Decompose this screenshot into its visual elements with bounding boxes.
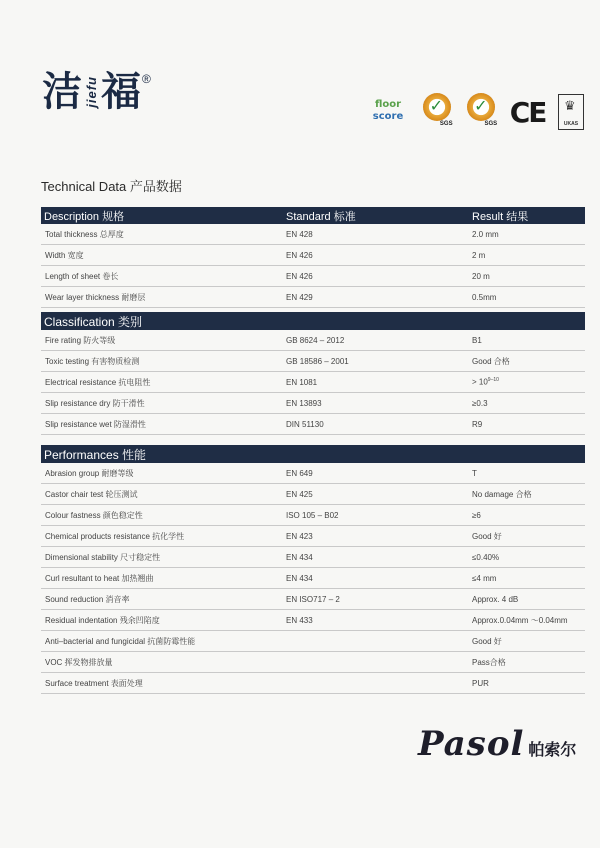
registered-mark: ® [142, 72, 151, 86]
sgs-check-icon [423, 93, 451, 121]
table-row: Residual indentation 残余凹陷度 EN 433 Approx.0.04mm ～0.04mm [41, 610, 585, 631]
certification-logos [368, 92, 584, 132]
brand-name-zh: 帕索尔 [528, 742, 577, 759]
table-row: Width 宽度 EN 426 2 m [41, 245, 585, 266]
table-row: Fire rating 防火等级 GB 8624 – 2012 B1 [41, 330, 585, 351]
table-row: Anti–bacterial and fungicidal 抗菌防霉性能 Good 好 [41, 631, 585, 652]
classification-header: Classification 类别 [41, 312, 585, 330]
table-row: Surface treatment 表面处理 PUR [41, 673, 585, 694]
table-row: Electrical resistance 抗电阻性 EN 1081 > $10^{9-10}$ [41, 372, 585, 393]
table-row: Slip resistance dry 防干滑性 EN 13893 ≥0.3 [41, 393, 585, 414]
logo-pinyin: jiefu [84, 76, 99, 108]
table-row: Abrasion group 耐磨等级 EN 649 T [41, 463, 585, 484]
page-title: Technical Data 产品数据 [41, 179, 182, 194]
jiefu-logo [42, 68, 151, 115]
description-header: Description 规格 Standard 标准 Result 结果 [41, 207, 585, 224]
ukas-logo: ♛ UKAS [558, 94, 584, 130]
performances-table [41, 445, 585, 694]
sgs-logo-1: ✓ SGS [421, 93, 453, 131]
table-row: Length of sheet 卷长 EN 426 20 m [41, 266, 585, 287]
crown-icon: ♛ [564, 98, 576, 113]
table-row: VOC 挥发物排放量 Pass合格 [41, 652, 585, 673]
table-row: Colour fastness 颜色稳定性 ISO 105 – B02 ≥6 [41, 505, 585, 526]
sgs-check-icon [467, 93, 495, 121]
technical-data-table [41, 207, 585, 308]
logo-char-fu: 福 [101, 68, 141, 115]
brand-name-en: Pasol [418, 724, 525, 764]
table-row: Castor chair test 轮压测试 EN 425 No damage 合格 [41, 484, 585, 505]
table-row: Wear layer thickness 耐磨层 EN 429 0.5mm [41, 287, 585, 308]
logo-char-jie: 洁 [42, 68, 82, 115]
table-row: Total thickness 总厚度 EN 428 2.0 mm [41, 224, 585, 245]
table-row: Curl resultant to heat 加热翘曲 EN 434 ≤4 mm [41, 568, 585, 589]
table-row: Chemical products resistance 抗化学性 EN 423 Good 好 [41, 526, 585, 547]
pasol-brand [418, 724, 576, 764]
floorscore-logo: floor score [372, 99, 404, 122]
table-row: Dimensional stability 尺寸稳定性 EN 434 ≤0.40% [41, 547, 585, 568]
ce-mark: CE [509, 95, 546, 129]
sgs-logo-2: ✓ SGS [465, 93, 497, 131]
performances-header: Performances 性能 [41, 445, 585, 463]
table-row: Sound reduction 消音率 EN ISO717 – 2 Approx. 4 dB [41, 589, 585, 610]
classification-table [41, 312, 585, 435]
table-row: Slip resistance wet 防湿滑性 DIN 51130 R9 [41, 414, 585, 435]
table-row: Toxic testing 有害物质检测 GB 18586 – 2001 Good 合格 [41, 351, 585, 372]
